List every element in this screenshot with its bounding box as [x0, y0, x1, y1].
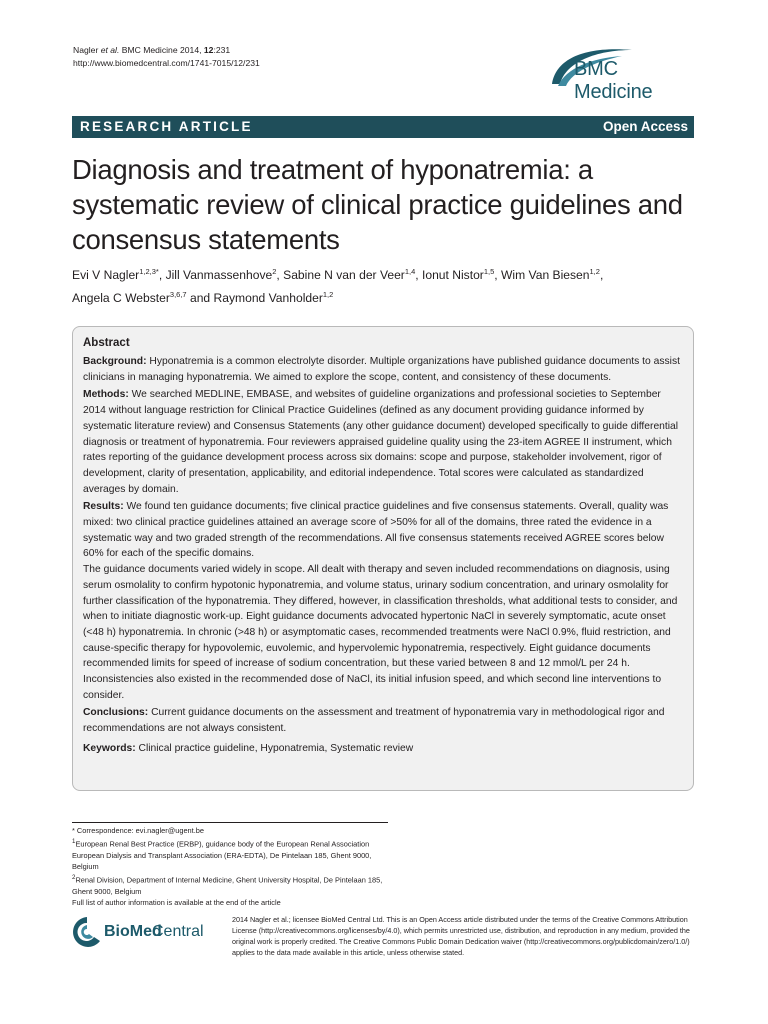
author: [422, 268, 501, 282]
article-title: Diagnosis and treatment of hyponatremia: a systematic review of clinical practice guidelines and consensus statements: [72, 154, 683, 255]
abstract-results-continued: The guidance documents varied widely in scope. All dealt with therapy and seven included recommendations on diagnosis, using serum osmolality to confirm hypotonic hyponatremia, and volume status, urinary sodium concentration, and urinary osmolality for further classification of the hyponatremia. They differed, however, in classification thresholds, what additional tests to consider, and when to initiate diagnostic work-up. Eight guidance documents advocated hypertonic NaCl in severely symptomatic, acute onset (<48 h) hyponatremia. In chronic (>48 h) or asymptomatic cases, recommended treatments were NaCl 0.9%, fluid restriction, and cause-specific therapy for hypovolemic, euvolemic, and hypervolemic hyponatremia, respectively. Eight guidance documents recommended limits for speed of increase of sodium concentration, but these varied between 8 and 12 mmol/L per 24 h. Inconsistencies also existed in the recommended dose of NaCl, its initial infusion speed, and which second line interventions to consider.: [83, 564, 678, 701]
section-text: Current guidance documents on the assessment and treatment of hyponatremia vary in methodological rigor and recommendations are not always consistent.: [83, 707, 665, 735]
citation: [73, 44, 260, 70]
affiliation-1: [72, 836, 392, 872]
article-type-banner: [72, 116, 694, 138]
author-affiliation: 1,2,3*: [139, 267, 159, 276]
citation-pages: :231: [213, 45, 231, 55]
author-affiliation: 3,6,7: [169, 290, 187, 300]
affiliation-number: 1: [72, 838, 76, 846]
author-name: Angela C Webster: [72, 291, 170, 306]
author-separator: ,: [494, 268, 502, 283]
abstract-results: [83, 499, 683, 562]
abstract-methods: [83, 387, 683, 497]
abstract-conclusions: [83, 705, 683, 736]
citation-etal: et al.: [100, 45, 120, 55]
author-name: Jill Vanmassenhove: [165, 268, 273, 283]
author-affiliation: 2: [272, 267, 277, 276]
author-affiliation: 1,2: [322, 290, 334, 300]
affiliation-number: 2: [72, 874, 76, 882]
journal-logo-text: BMC Medicine: [574, 58, 653, 103]
author-name: Wim Van Biesen: [501, 268, 590, 283]
author: [72, 291, 214, 305]
section-label: Methods:: [83, 389, 129, 401]
citation-volume: 12: [203, 45, 214, 55]
section-text: We found ten guidance documents; five clinical practice guidelines and five consensus statements. Overall, quality was mixed: two clinical practice guidelines attained an average score of >50% for all of the domains, three rated the evidence in a systematic way and two graded strength of the recommendations. All five consensus statements received AGREE scores below 60% for each of the specific domains.: [83, 501, 669, 560]
author-separator: ,: [158, 268, 166, 283]
author-name: Sabine N van der Veer: [283, 268, 405, 283]
article-url[interactable]: http://www.biomedcentral.com/1741-7015/12/231: [73, 58, 260, 68]
section-text: Hyponatremia is a common electrolyte disorder. Multiple organizations have published guidance documents to assist clinicians in managing hyponatremia. We aimed to explore the scope, content, and consistency of these documents.: [83, 356, 680, 383]
section-label: Keywords:: [83, 742, 136, 754]
author: [501, 268, 603, 282]
abstract-box: [72, 326, 694, 791]
footnote-divider: [72, 822, 388, 823]
affiliation-2: [72, 872, 392, 897]
biomed-logo-text: BioMed: [104, 923, 162, 940]
abstract-background: [83, 354, 683, 385]
author-affiliation: 1,2: [589, 267, 600, 276]
correspondence: * Correspondence: evi.nagler@ugent.be: [72, 826, 204, 835]
author-separator: ,: [599, 268, 604, 283]
author: [72, 268, 166, 282]
open-access-label: Open Access: [602, 119, 688, 134]
license-statement: 2014 Nagler et al.; licensee BioMed Central Ltd. This is an Open Access article distributed under the terms of the Creative Commons Attribution License (http://creativecommons.org/licenses/by/4.0), which permits unrestricted use, distribution, and reproduction in any medium, provided the original work is properly credited. The Creative Commons Public Domain Dedication waiver (http://creativecommons.org/publicdomain/zero/1.0/) applies to the data made available in this article, unless otherwise stated.: [232, 915, 690, 957]
keywords-text: Clinical practice guideline, Hyponatremia, Systematic review: [135, 742, 414, 754]
abstract-keywords: [83, 741, 683, 757]
biomed-central-emblem-icon: [72, 915, 102, 949]
author-separator: ,: [276, 268, 284, 283]
section-label: Background:: [83, 356, 147, 367]
biomed-central-logo: [72, 912, 222, 952]
footnotes: [72, 825, 392, 908]
author-name: Evi V Nagler: [72, 268, 140, 283]
citation-journal: BMC Medicine 2014,: [119, 45, 204, 55]
bmc-medicine-logo: [546, 44, 696, 103]
author: [214, 291, 334, 305]
affiliation-text: Renal Division, Department of Internal Medicine, Ghent University Hospital, De Pintelaan 185, Ghent 9000, Belgium: [72, 875, 383, 896]
central-logo-text: Central: [152, 923, 204, 940]
author-name: Ionut Nistor: [422, 268, 484, 283]
affiliation-text: European Renal Best Practice (ERBP), guidance body of the European Renal Association European Dialysis and Transplant Association (ERA-EDTA), De Pintelaan 185, Ghent 9000, Belgium: [72, 839, 372, 872]
author-separator: ,: [415, 268, 422, 283]
abstract-heading: Abstract: [83, 337, 130, 349]
author: [283, 268, 422, 282]
author-separator: and: [186, 291, 214, 306]
full-author-info-note: Full list of author information is available at the end of the article: [72, 898, 281, 908]
author-affiliation: 1,4: [404, 267, 416, 276]
section-text: We searched MEDLINE, EMBASE, and websites of guideline organizations and professional societies to September 2014 without language restriction for Clinical Practice Guidelines (defined as any document providing guidance informed by systematic literature review) and Consensus Statements (any other guidance document) developed specifically to guide differential diagnosis or treatment of hyponatremia. Four reviewers appraised guideline quality using the 23-item AGREE II instrument, which rates reporting of the guidance development process across six domains: scope and purpose, stakeholder involvement, rigor of development, clarity of presentation, applicability, and editorial independence. Total scores were calculated as standardized averages by domain.: [83, 389, 679, 495]
author-name: Raymond Vanholder: [213, 291, 323, 306]
section-label: Results:: [83, 501, 124, 513]
section-label: Conclusions:: [83, 707, 149, 719]
citation-line: [73, 44, 260, 57]
author-affiliation: 1,5: [483, 267, 495, 276]
citation-author: Nagler: [73, 45, 101, 55]
author-list: [72, 262, 702, 308]
article-type-label: RESEARCH ARTICLE: [80, 119, 253, 134]
author: [166, 268, 284, 282]
